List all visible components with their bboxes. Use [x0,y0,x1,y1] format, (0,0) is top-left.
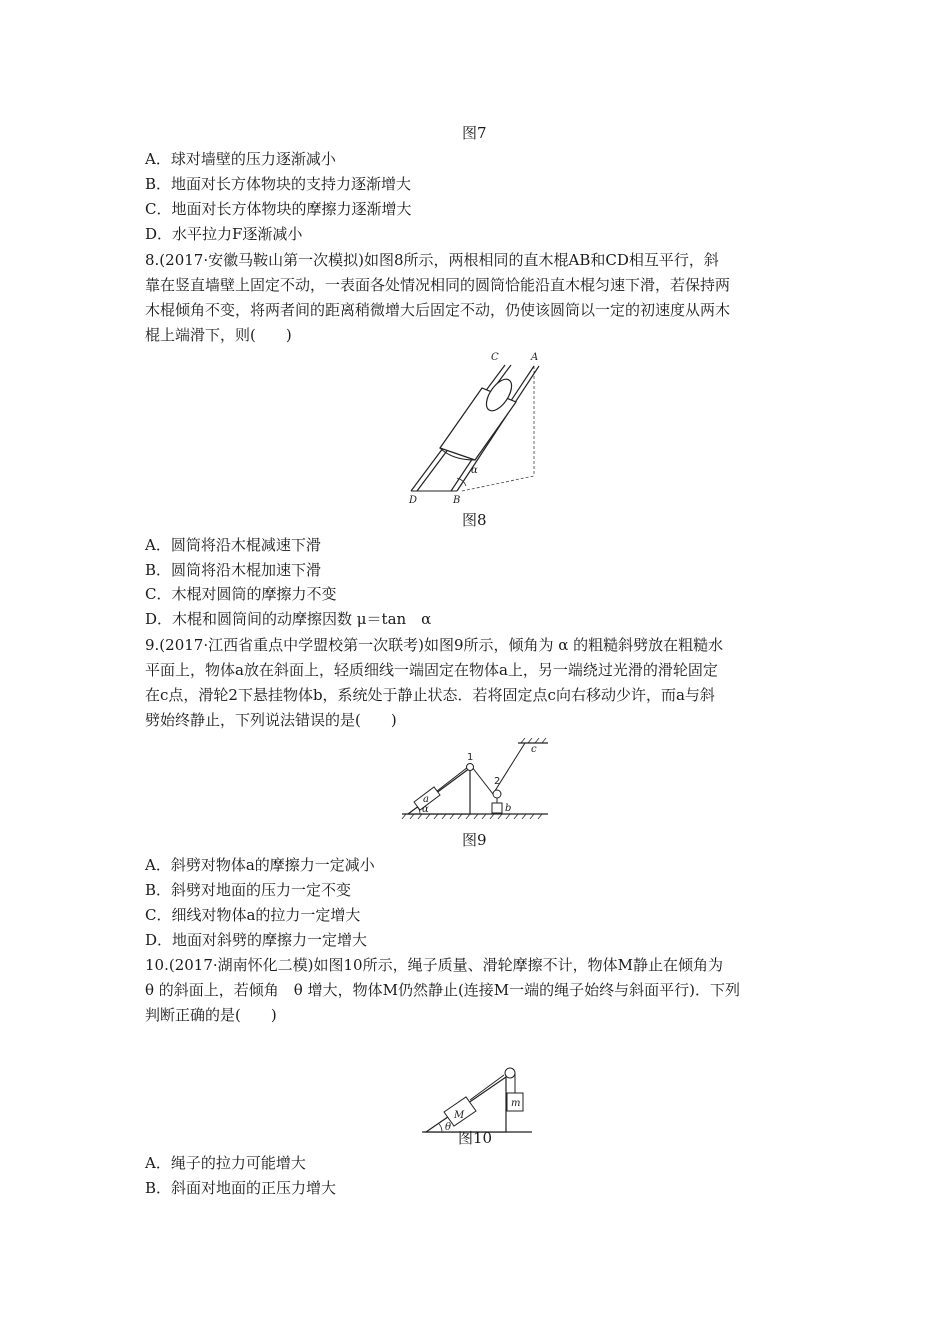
q8-option-b: B．圆筒将沿木棍加速下滑 [145,561,322,579]
q8-option-a: A．圆筒将沿木棍减速下滑 [145,536,321,554]
q10-option-b: B．斜面对地面的正压力增大 [145,1179,337,1197]
q8-stem-line-2: 靠在竖直墙壁上固定不动，一表面各处情况相同的圆筒恰能沿直木棍匀速下滑，若保持两 [145,276,731,294]
q8-stem-line-1: 8.(2017·安徽马鞍山第一次模拟)如图8所示，两根相同的直木棍AB和CD相互平行，斜 [145,251,719,269]
q10-stem-line-2: θ 的斜面上，若倾角 θ 增大，物体M仍然静止(连接M一端的绳子始终与斜面平行)．下列 [145,981,741,999]
q9-stem-line-4: 劈始终静止，下列说法错误的是( ) [145,711,397,729]
q10-stem-line-1: 10.(2017·湖南怀化二模)如图10所示，绳子质量、滑轮摩擦不计，物体M静止在倾角为 [145,956,723,974]
q8-option-d: D．木棍和圆筒间的动摩擦因数 μ＝tan α [145,610,432,628]
label-c: c [531,744,537,755]
figure-8-caption: 图8 [462,511,487,529]
figure-7-caption: 图7 [462,124,487,142]
q9-stem-line-3: 在c点，滑轮2下悬挂物体b，系统处于静止状态．若将固定点c向右移动少许，而a与斜 [145,686,715,704]
q8-stem-line-4: 棍上端滑下，则( ) [145,326,292,344]
figure-9-caption: 图9 [462,831,487,849]
figure-9-diagram [400,736,550,824]
label-m-lower: m [511,1098,521,1109]
label-alpha: α [471,465,478,476]
label-theta: θ [445,1122,452,1133]
q10-stem-line-3: 判断正确的是( ) [145,1006,277,1024]
label-m-upper: M [454,1110,465,1121]
label-pulley-1: 1 [467,752,474,763]
label-alpha: α [422,804,429,815]
q8-stem-line-3: 木棍倾角不变，将两者间的距离稍微增大后固定不动，仍使该圆筒以一定的初速度从两木 [145,301,731,319]
q9-option-a: A．斜劈对物体a的摩擦力一定减小 [145,856,375,874]
label-d: D [409,495,418,506]
label-b: b [505,803,512,814]
q7-option-d: D．水平拉力F逐渐减小 [145,225,303,243]
label-b: B [453,495,461,506]
q10-option-a: A．绳子的拉力可能增大 [145,1154,306,1172]
q9-option-d: D．地面对斜劈的摩擦力一定增大 [145,931,368,949]
q7-option-b: B．地面对长方体物块的支持力逐渐增大 [145,175,412,193]
label-c: C [491,352,499,363]
q8-option-c: C．木棍对圆筒的摩擦力不变 [145,585,337,603]
q9-stem-line-1: 9.(2017·江西省重点中学盟校第一次联考)如图9所示，倾角为 α 的粗糙斜劈放在粗糙水 [145,636,724,654]
q9-option-b: B．斜劈对地面的压力一定不变 [145,881,352,899]
q9-option-c: C．细线对物体a的拉力一定增大 [145,906,361,924]
q7-option-a: A．球对墙壁的压力逐渐减小 [145,150,336,168]
q7-option-c: C．地面对长方体物块的摩擦力逐渐增大 [145,200,412,218]
figure-8-diagram [400,348,550,508]
label-a: a [423,794,429,805]
figure-10-diagram [420,1055,535,1135]
label-pulley-2: 2 [494,776,501,787]
figure-10-caption: 图10 [458,1129,493,1147]
label-a: A [531,352,539,363]
q9-stem-line-2: 平面上，物体a放在斜面上，轻质细线一端固定在物体a上，另一端绕过光滑的滑轮固定 [145,661,718,679]
